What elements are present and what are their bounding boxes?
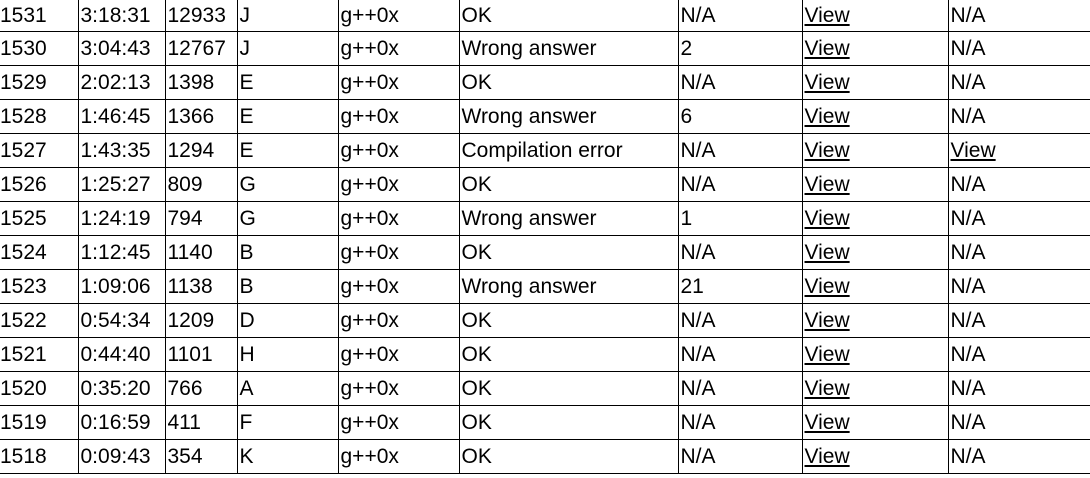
run-time-cell: 1:24:19: [78, 202, 165, 236]
view-source-link[interactable]: View: [804, 411, 850, 434]
run-time-cell: 0:54:34: [78, 304, 165, 338]
view-report-link[interactable]: View: [950, 139, 996, 162]
run-test-cell: N/A: [678, 0, 802, 32]
run-result-cell: Wrong answer: [459, 100, 678, 134]
view-report-cell: [948, 134, 1090, 168]
view-source-link[interactable]: View: [804, 71, 850, 94]
run-party-cell: 1398: [165, 66, 237, 100]
run-test-cell: N/A: [678, 168, 802, 202]
run-result-cell: OK: [459, 0, 678, 32]
run-party-cell: 766: [165, 372, 237, 406]
view-report-cell: N/A: [948, 338, 1090, 372]
view-source-link[interactable]: View: [804, 343, 850, 366]
run-problem-cell: A: [237, 372, 338, 406]
run-id-cell: 1521: [0, 338, 78, 372]
view-source-cell: [802, 168, 948, 202]
view-report-cell: N/A: [948, 270, 1090, 304]
run-test-cell: 1: [678, 202, 802, 236]
view-report-cell: N/A: [948, 406, 1090, 440]
view-report-cell: N/A: [948, 440, 1090, 474]
run-time-cell: 1:09:06: [78, 270, 165, 304]
table-row: [0, 304, 1090, 338]
run-problem-cell: B: [237, 270, 338, 304]
view-report-cell: N/A: [948, 168, 1090, 202]
view-source-link[interactable]: View: [804, 241, 850, 264]
run-party-cell: 12933: [165, 0, 237, 32]
run-time-cell: 0:44:40: [78, 338, 165, 372]
run-time-cell: 3:04:43: [78, 32, 165, 66]
view-source-link[interactable]: View: [804, 139, 850, 162]
run-problem-cell: J: [237, 32, 338, 66]
run-time-cell: 1:12:45: [78, 236, 165, 270]
run-id-cell: 1518: [0, 440, 78, 474]
run-party-cell: 794: [165, 202, 237, 236]
run-id-cell: 1525: [0, 202, 78, 236]
run-result-cell: OK: [459, 168, 678, 202]
view-report-cell: N/A: [948, 304, 1090, 338]
run-time-cell: 1:43:35: [78, 134, 165, 168]
run-language-cell: g++0x: [338, 236, 459, 270]
table-row: [0, 440, 1090, 474]
view-source-cell: [802, 338, 948, 372]
view-source-link[interactable]: View: [804, 445, 850, 468]
run-party-cell: 12767: [165, 32, 237, 66]
run-language-cell: g++0x: [338, 100, 459, 134]
run-id-cell: 1528: [0, 100, 78, 134]
run-test-cell: N/A: [678, 66, 802, 100]
view-source-cell: [802, 406, 948, 440]
run-test-cell: N/A: [678, 134, 802, 168]
run-time-cell: 1:46:45: [78, 100, 165, 134]
run-problem-cell: G: [237, 202, 338, 236]
run-result-cell: OK: [459, 236, 678, 270]
run-result-cell: Wrong answer: [459, 270, 678, 304]
table-row: [0, 406, 1090, 440]
run-language-cell: g++0x: [338, 270, 459, 304]
view-source-cell: [802, 236, 948, 270]
view-source-link[interactable]: View: [804, 37, 850, 60]
run-language-cell: g++0x: [338, 202, 459, 236]
run-id-cell: 1529: [0, 66, 78, 100]
run-language-cell: g++0x: [338, 134, 459, 168]
table-row: [0, 0, 1090, 32]
view-source-link[interactable]: View: [804, 173, 850, 196]
run-language-cell: g++0x: [338, 0, 459, 32]
run-test-cell: N/A: [678, 440, 802, 474]
run-id-cell: 1523: [0, 270, 78, 304]
view-source-cell: [802, 0, 948, 32]
run-problem-cell: E: [237, 66, 338, 100]
run-result-cell: OK: [459, 372, 678, 406]
run-party-cell: 1140: [165, 236, 237, 270]
run-id-cell: 1531: [0, 0, 78, 32]
run-problem-cell: D: [237, 304, 338, 338]
view-source-link[interactable]: View: [804, 309, 850, 332]
run-time-cell: 1:25:27: [78, 168, 165, 202]
view-source-cell: [802, 100, 948, 134]
view-source-cell: [802, 66, 948, 100]
run-result-cell: Wrong answer: [459, 32, 678, 66]
run-test-cell: N/A: [678, 372, 802, 406]
view-source-cell: [802, 270, 948, 304]
run-language-cell: g++0x: [338, 440, 459, 474]
run-party-cell: 1138: [165, 270, 237, 304]
run-time-cell: 2:02:13: [78, 66, 165, 100]
run-test-cell: N/A: [678, 236, 802, 270]
run-problem-cell: E: [237, 100, 338, 134]
view-source-cell: [802, 372, 948, 406]
run-party-cell: 809: [165, 168, 237, 202]
table-row: [0, 134, 1090, 168]
view-source-link[interactable]: View: [804, 105, 850, 128]
table-row: [0, 338, 1090, 372]
run-problem-cell: F: [237, 406, 338, 440]
run-time-cell: 0:35:20: [78, 372, 165, 406]
view-source-link[interactable]: View: [804, 207, 850, 230]
run-problem-cell: B: [237, 236, 338, 270]
run-party-cell: 1366: [165, 100, 237, 134]
run-problem-cell: H: [237, 338, 338, 372]
run-party-cell: 354: [165, 440, 237, 474]
run-result-cell: OK: [459, 304, 678, 338]
view-source-cell: [802, 32, 948, 66]
table-row: [0, 32, 1090, 66]
view-source-link[interactable]: View: [804, 275, 850, 298]
run-party-cell: 411: [165, 406, 237, 440]
run-problem-cell: E: [237, 134, 338, 168]
view-report-cell: N/A: [948, 202, 1090, 236]
run-language-cell: g++0x: [338, 66, 459, 100]
table-row: [0, 66, 1090, 100]
run-id-cell: 1519: [0, 406, 78, 440]
view-report-cell: N/A: [948, 32, 1090, 66]
table-row: [0, 168, 1090, 202]
run-party-cell: 1101: [165, 338, 237, 372]
run-time-cell: 3:18:31: [78, 0, 165, 32]
run-result-cell: OK: [459, 440, 678, 474]
view-source-cell: [802, 440, 948, 474]
table-row: [0, 270, 1090, 304]
run-test-cell: 21: [678, 270, 802, 304]
run-result-cell: OK: [459, 66, 678, 100]
run-id-cell: 1527: [0, 134, 78, 168]
run-id-cell: 1524: [0, 236, 78, 270]
run-time-cell: 0:16:59: [78, 406, 165, 440]
view-source-link[interactable]: View: [804, 377, 850, 400]
run-id-cell: 1522: [0, 304, 78, 338]
run-test-cell: 6: [678, 100, 802, 134]
table-row: [0, 100, 1090, 134]
run-test-cell: N/A: [678, 304, 802, 338]
run-language-cell: g++0x: [338, 304, 459, 338]
view-report-cell: N/A: [948, 100, 1090, 134]
run-language-cell: g++0x: [338, 338, 459, 372]
run-id-cell: 1526: [0, 168, 78, 202]
view-report-cell: N/A: [948, 0, 1090, 32]
view-source-link[interactable]: View: [804, 3, 850, 27]
run-party-cell: 1209: [165, 304, 237, 338]
table-row: [0, 236, 1090, 270]
run-language-cell: g++0x: [338, 372, 459, 406]
run-time-cell: 0:09:43: [78, 440, 165, 474]
run-language-cell: g++0x: [338, 32, 459, 66]
run-party-cell: 1294: [165, 134, 237, 168]
run-problem-cell: J: [237, 0, 338, 32]
run-result-cell: OK: [459, 338, 678, 372]
table-row: [0, 202, 1090, 236]
run-test-cell: 2: [678, 32, 802, 66]
run-problem-cell: G: [237, 168, 338, 202]
run-id-cell: 1520: [0, 372, 78, 406]
view-source-cell: [802, 304, 948, 338]
run-test-cell: N/A: [678, 406, 802, 440]
view-report-cell: N/A: [948, 66, 1090, 100]
run-test-cell: N/A: [678, 338, 802, 372]
run-language-cell: g++0x: [338, 168, 459, 202]
run-result-cell: Wrong answer: [459, 202, 678, 236]
table-row: [0, 372, 1090, 406]
run-id-cell: 1530: [0, 32, 78, 66]
view-source-cell: [802, 134, 948, 168]
view-source-cell: [802, 202, 948, 236]
view-report-cell: N/A: [948, 372, 1090, 406]
run-problem-cell: K: [237, 440, 338, 474]
run-language-cell: g++0x: [338, 406, 459, 440]
view-report-cell: N/A: [948, 236, 1090, 270]
run-result-cell: OK: [459, 406, 678, 440]
run-result-cell: Compilation error: [459, 134, 678, 168]
